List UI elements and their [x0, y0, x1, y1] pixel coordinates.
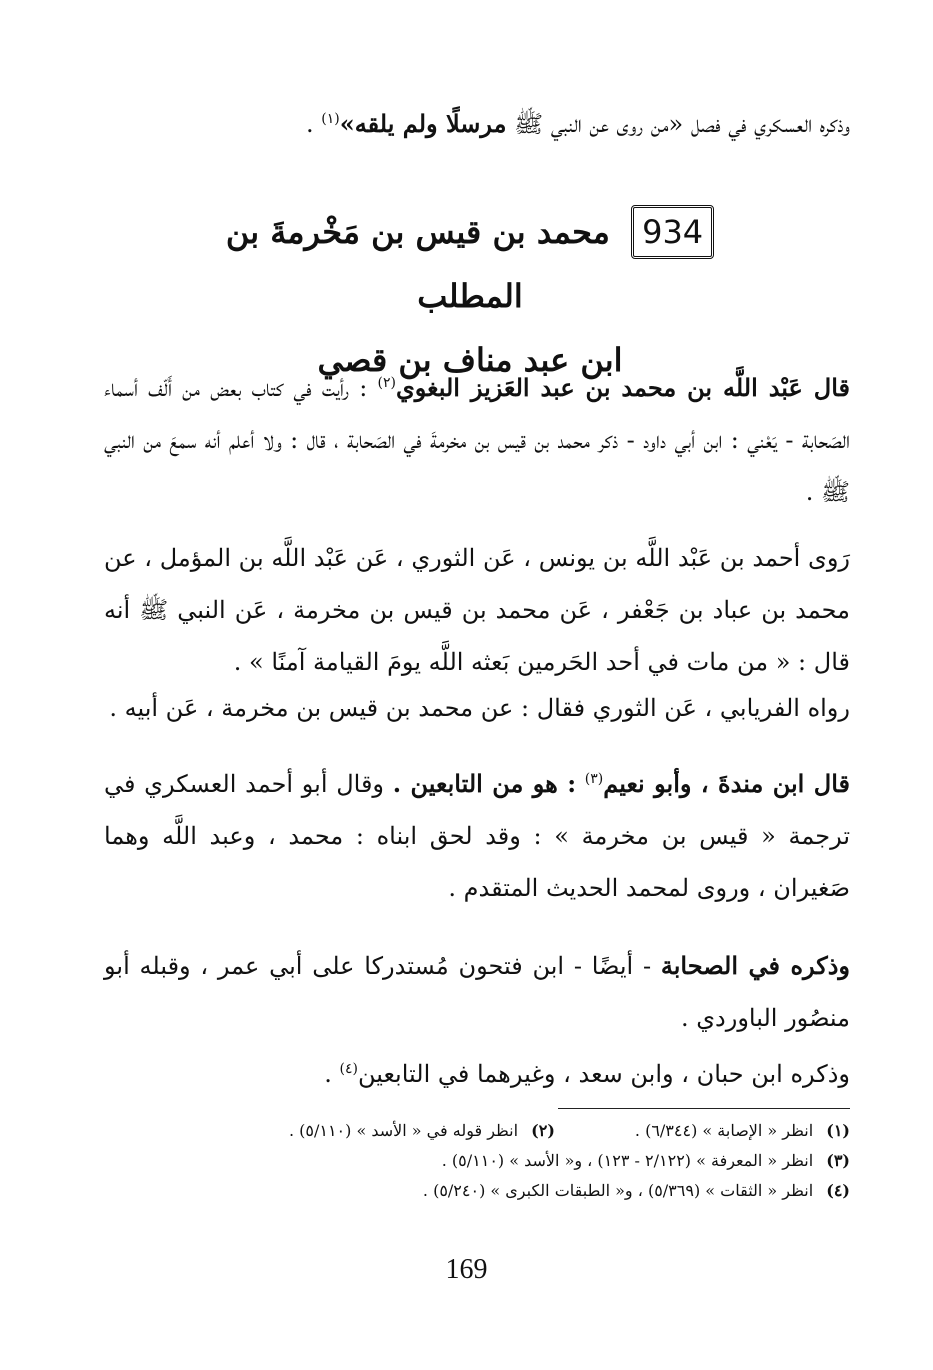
footnote-3-number: (٣): [826, 1151, 850, 1170]
p4-bold-2: : هو من التابعين .: [392, 769, 577, 798]
paragraph-2: [104, 532, 850, 688]
footnote-1-text: انظر « الإصابة » (٦/٣٤٤) .: [634, 1121, 814, 1140]
footnote-ref-4: (٤): [339, 1061, 358, 1077]
p1-text: : رأيت في كتاب بعض من أَلّف أسماء الصَحابة - يَعْني : ابن أبي داود - ذكر محمد بن قيس بن مخرمةَ في الصَحابة ، قال : ولا أعلم أنه سمعَ من النبي ﷺ .: [104, 374, 850, 506]
intro-paragraph: [104, 100, 850, 148]
p4-text: وقال أبو أحمد العسكري في ترجمة « قيس بن مخرمة » : وقد لحق ابناه : محمد ، وعبد اللَّه وهما صَغيران ، وروى لمحمد الحديث المتقدم .: [104, 770, 850, 902]
page-number: 169: [445, 1254, 488, 1285]
paragraph-3: [104, 682, 850, 734]
footnotes: [104, 1116, 850, 1206]
footnote-2-number: (٢): [531, 1121, 555, 1140]
p1-bold: قال عَبْد اللَّه بن محمد بن عبد العَزيز البغوي: [395, 373, 850, 402]
footnote-ref-1: (١): [321, 111, 340, 127]
footnote-2-text: انظر قوله في « الأسد » (٥/١١٠) .: [288, 1121, 519, 1140]
footnote-ref-2: (٢): [377, 375, 396, 391]
footnote-row-1: [104, 1116, 850, 1146]
p3-text: رواه الفريابي ، عَن الثوري فقال : عن محمد بن قيس بن مخرمة ، عَن أبيه .: [109, 694, 850, 722]
footnote-row-3: [104, 1176, 850, 1206]
heading-title: محمد بن قيس بن مَخْرمةَ بن المطلب: [225, 213, 610, 315]
footnote-4-text: انظر « الثقات » (٥/٣٦٩) ، و« الطبقات الكبرى » (٥/٢٤٠) .: [422, 1181, 814, 1200]
paragraph-6: [104, 1048, 850, 1100]
paragraph-4: [104, 758, 850, 914]
footnote-row-2: [104, 1146, 850, 1176]
footnote-2: [289, 1116, 555, 1146]
paragraph-1: [104, 362, 850, 518]
footnote-1-number: (١): [826, 1121, 850, 1140]
p6-text: وذكره ابن حبان ، وابن سعد ، وغيرهما في التابعين: [357, 1060, 850, 1088]
p2-text: رَوى أحمد بن عَبْد اللَّه بن يونس ، عَن الثوري ، عَن عَبْد اللَّه بن المؤمل ، عن محمد بن عباد بن جَعْفر ، عَن محمد بن قيس بن مخرمة ، عَن النبي ﷺ أنه قال : « من مات في أحد الحَرمين بَعثه اللَّه يومَ القيامة آمنًا » .: [104, 544, 851, 676]
paragraph-5: [104, 940, 850, 1044]
intro-end: .: [306, 110, 314, 138]
p5-bold: وذكره في الصحابة: [660, 951, 851, 980]
footnote-ref-3: (٣): [584, 771, 604, 787]
heading-line-2: ابن عبد مناف بن قصي: [317, 341, 623, 379]
p6-end: .: [324, 1060, 332, 1088]
p5-text: - أيضًا - ابن فتحون مُستدركا على أبي عمر ، وقبله أبو منصُور الباوردي .: [104, 952, 850, 1032]
footnote-3: [442, 1146, 850, 1176]
heading-line-1: [180, 200, 760, 328]
footnote-1: [635, 1116, 850, 1146]
intro-text: وذكره العسكري في فصل «من روى عن النبي ﷺ: [514, 110, 850, 138]
footnote-4-number: (٤): [826, 1181, 850, 1200]
footnote-3-text: انظر « المعرفة » (٢/١٢٢ - ١٢٣) ، و« الأسد » (٥/١١٠) .: [441, 1151, 814, 1170]
intro-bold: مرسلًا ولم يلقه»: [339, 109, 507, 138]
p4-bold-1: قال ابن مندةَ ، وأبو نعيم: [603, 769, 850, 798]
footnote-4: [423, 1176, 850, 1206]
footnote-separator: [558, 1108, 850, 1109]
entry-number-box: 934: [631, 205, 714, 259]
